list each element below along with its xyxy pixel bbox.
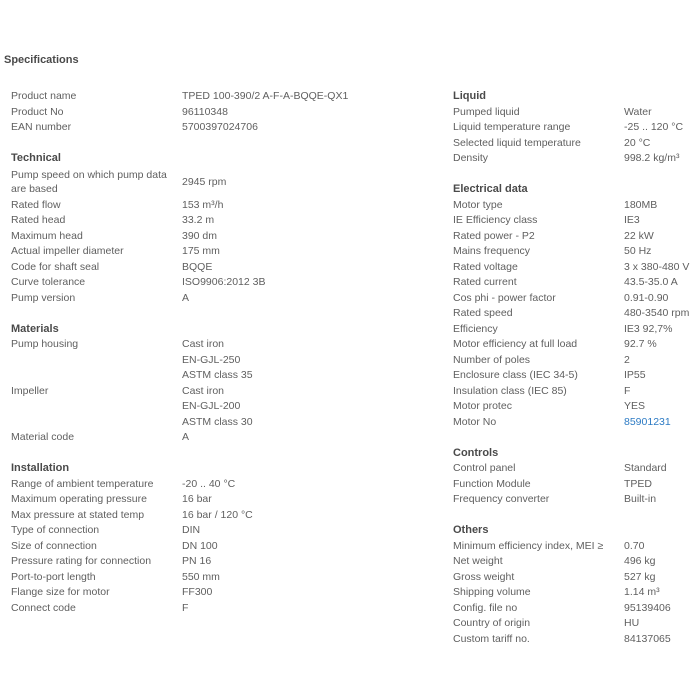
spec-label: Connect code <box>11 601 76 614</box>
spec-values <box>182 229 281 245</box>
spec-label: Selected liquid temperature <box>453 136 581 149</box>
spec-label: Curve tolerance <box>11 276 86 288</box>
spec-row-minimum-efficiency-index-mei <box>453 539 698 555</box>
spec-row-config-file-no <box>453 601 698 617</box>
spec-value: YES <box>624 400 646 412</box>
spec-label: Control panel <box>453 462 516 474</box>
spec-row-max-pressure-at-stated-temp <box>11 508 281 524</box>
spec-values <box>624 136 698 152</box>
spec-row-code-for-shaft-seal <box>11 260 281 276</box>
spec-label: Rated power - P2 <box>453 229 535 242</box>
spec-row-product-name <box>11 89 349 105</box>
spec-label: Motor efficiency at full load <box>453 338 578 350</box>
spec-row-rated-power-p2 <box>453 229 698 245</box>
spec-values <box>182 601 281 617</box>
spec-values <box>624 105 698 121</box>
spec-section-technical <box>11 151 281 306</box>
spec-values <box>624 539 698 555</box>
spec-values <box>624 322 698 338</box>
left-column <box>11 89 349 616</box>
spec-values <box>182 492 281 508</box>
spec-value: Water <box>624 105 652 118</box>
spec-label: Motor No <box>453 415 497 428</box>
spec-label: Net weight <box>453 555 503 567</box>
spec-values <box>624 399 698 415</box>
spec-label: Gross weight <box>453 570 515 583</box>
spec-label: Type of connection <box>11 524 100 536</box>
spec-value: 92.7 % <box>624 338 657 350</box>
spec-value: IE3 <box>624 214 640 226</box>
spec-row-country-of-origin <box>453 616 698 632</box>
spec-row-mains-frequency <box>453 244 698 260</box>
spec-value-link[interactable]: 85901231 <box>624 415 671 428</box>
spec-value: 998.2 kg/m³ <box>624 152 680 164</box>
spec-value: 16 bar / 120 °C <box>182 508 253 521</box>
page-title: Specifications <box>4 54 79 66</box>
spec-value: 20 °C <box>624 136 651 149</box>
spec-values <box>624 151 698 167</box>
spec-values <box>182 198 281 214</box>
spec-row-shipping-volume <box>453 585 698 601</box>
spec-value: 390 dm <box>182 229 218 242</box>
spec-row-motor-no <box>453 415 698 431</box>
spec-value: 3 x 380-480 V <box>624 260 690 273</box>
spec-values <box>182 120 281 136</box>
spec-value: FF300 <box>182 586 213 598</box>
spec-value: 33.2 m <box>182 214 215 226</box>
spec-value: 96110348 <box>182 105 228 118</box>
spec-values <box>182 585 281 601</box>
spec-label: Product No <box>11 105 64 118</box>
spec-row-frequency-converter <box>453 492 698 508</box>
spec-value: 2 <box>624 353 630 366</box>
spec-values <box>624 384 698 400</box>
spec-row-insulation-class-iec-85 <box>453 384 698 400</box>
spec-label: Cos phi - power factor <box>453 291 556 304</box>
spec-row-port-to-port-length <box>11 570 281 586</box>
section-gap <box>11 306 281 322</box>
spec-row-gross-weight <box>453 570 698 586</box>
spec-values <box>182 539 281 555</box>
spec-row-actual-impeller-diameter <box>11 244 281 260</box>
spec-row-pumped-liquid <box>453 105 698 121</box>
spec-label: Minimum efficiency index, MEI ≥ <box>453 539 604 552</box>
spec-value: DIN <box>182 524 201 536</box>
spec-value: BQQE <box>182 260 213 273</box>
spec-row-density <box>453 151 698 167</box>
spec-label: Frequency converter <box>453 493 550 505</box>
spec-row-pressure-rating-for-connection <box>11 554 281 570</box>
spec-label: Size of connection <box>11 539 97 552</box>
section-title: Electrical data <box>453 183 528 195</box>
spec-value: ISO9906:2012 3B <box>182 276 266 288</box>
spec-label: Liquid temperature range <box>453 121 571 133</box>
spec-values <box>624 601 698 617</box>
spec-row-control-panel <box>453 461 698 477</box>
spec-label: Country of origin <box>453 617 531 629</box>
spec-value: 95139406 <box>624 601 671 614</box>
spec-values <box>182 430 281 446</box>
spec-label: Pumped liquid <box>453 105 520 118</box>
spec-values <box>182 570 281 586</box>
spec-section-liquid <box>453 89 698 167</box>
spec-label: Pump speed on which pump data are based <box>11 168 167 195</box>
spec-value: 480-3540 rpm <box>624 307 690 319</box>
spec-values <box>182 291 281 307</box>
spec-values <box>624 415 698 431</box>
spec-row-pump-version <box>11 291 281 307</box>
spec-row-liquid-temperature-range <box>453 120 698 136</box>
spec-values <box>624 306 698 322</box>
spec-values <box>624 337 698 353</box>
spec-value: F <box>624 384 631 397</box>
spec-row-maximum-operating-pressure <box>11 492 281 508</box>
spec-values <box>182 384 281 431</box>
spec-row-cos-phi-power-factor <box>453 291 698 307</box>
section-title: Liquid <box>453 90 486 102</box>
spec-row-motor-efficiency-at-full-load <box>453 337 698 353</box>
spec-section-materials <box>11 322 281 446</box>
section-gap <box>11 136 281 152</box>
spec-values <box>624 585 698 601</box>
section-gap <box>453 430 698 446</box>
spec-row-material-code <box>11 430 281 446</box>
spec-row-rated-flow <box>11 198 281 214</box>
right-column <box>453 89 698 647</box>
spec-row-ean-number <box>11 120 281 136</box>
spec-label: Range of ambient temperature <box>11 477 154 490</box>
spec-value: PN 16 <box>182 555 212 567</box>
section-title: Installation <box>11 462 70 474</box>
spec-value: EN-GJL-250 <box>182 353 241 366</box>
spec-value: -20 .. 40 °C <box>182 477 236 490</box>
spec-value: IE3 92,7% <box>624 322 673 335</box>
spec-label: Enclosure class (IEC 34-5) <box>453 369 578 381</box>
spec-value: ASTM class 30 <box>182 415 253 428</box>
spec-label: Material code <box>11 431 75 443</box>
spec-label: Pump version <box>11 291 76 304</box>
spec-label: Shipping volume <box>453 586 531 598</box>
spec-label: Custom tariff no. <box>453 632 530 645</box>
spec-values <box>624 616 698 632</box>
section-title: Controls <box>453 446 499 459</box>
spec-values <box>624 229 698 245</box>
spec-row-custom-tariff-no <box>453 632 698 648</box>
spec-values <box>624 492 698 508</box>
spec-value: 0.91-0.90 <box>624 291 669 304</box>
spec-label: Maximum operating pressure <box>11 493 147 505</box>
spec-value: Standard <box>624 462 667 474</box>
spec-values <box>182 260 281 276</box>
spec-value: A <box>182 291 190 304</box>
spec-row-size-of-connection <box>11 539 281 555</box>
spec-value: 180MB <box>624 198 658 211</box>
spec-value: EN-GJL-200 <box>182 400 241 412</box>
spec-value: 16 bar <box>182 493 212 505</box>
spec-row-rated-head <box>11 213 281 229</box>
spec-row-maximum-head <box>11 229 281 245</box>
spec-section-controls <box>453 446 698 508</box>
spec-values <box>624 632 698 648</box>
spec-label: Rated flow <box>11 198 61 211</box>
spec-label: Efficiency <box>453 322 498 335</box>
spec-label: Flange size for motor <box>11 586 110 598</box>
spec-row-range-of-ambient-temperature <box>11 477 281 493</box>
spec-row-product-no <box>11 105 281 121</box>
spec-values <box>182 477 281 493</box>
spec-row-rated-speed <box>453 306 698 322</box>
spec-value: TPED 100-390/2 A-F-A-BQQE-QX1 <box>182 90 349 102</box>
spec-value: 84137065 <box>624 632 671 645</box>
spec-label: Maximum head <box>11 229 83 242</box>
spec-value: Cast iron <box>182 338 225 350</box>
spec-value: 0.70 <box>624 539 645 552</box>
spec-section-others <box>453 523 698 647</box>
spec-row-net-weight <box>453 554 698 570</box>
spec-label: Max pressure at stated temp <box>11 508 145 521</box>
spec-label: Rated head <box>11 214 66 226</box>
spec-label: Motor protec <box>453 400 512 412</box>
spec-label: Pump housing <box>11 338 79 350</box>
spec-label: Number of poles <box>453 353 531 366</box>
spec-values <box>182 105 281 121</box>
spec-values <box>624 570 698 586</box>
spec-label: Code for shaft seal <box>11 260 100 273</box>
spec-row-efficiency <box>453 322 698 338</box>
spec-value: A <box>182 431 190 443</box>
spec-section <box>11 89 349 136</box>
spec-label: Density <box>453 152 489 164</box>
spec-value: HU <box>624 617 640 629</box>
spec-values <box>182 167 281 198</box>
section-gap <box>11 446 281 462</box>
spec-row-rated-current <box>453 275 698 291</box>
spec-values <box>624 461 698 477</box>
spec-value: 527 kg <box>624 570 656 583</box>
spec-value: 496 kg <box>624 555 656 567</box>
spec-values <box>182 337 281 384</box>
spec-value: DN 100 <box>182 539 218 552</box>
section-gap <box>453 167 698 183</box>
spec-row-motor-type <box>453 198 698 214</box>
spec-row-flange-size-for-motor <box>11 585 281 601</box>
spec-row-rated-voltage <box>453 260 698 276</box>
spec-value: 1.14 m³ <box>624 586 660 598</box>
spec-label: Impeller <box>11 384 49 397</box>
spec-values <box>182 213 281 229</box>
spec-values <box>182 244 281 260</box>
spec-row-impeller <box>11 384 281 431</box>
section-title: Materials <box>11 322 59 335</box>
spec-value: F <box>182 601 189 614</box>
spec-value: TPED <box>624 477 653 490</box>
spec-label: Motor type <box>453 198 503 211</box>
spec-row-type-of-connection <box>11 523 281 539</box>
spec-values <box>624 120 698 136</box>
spec-label: Insulation class (IEC 85) <box>453 384 567 397</box>
spec-values <box>182 508 281 524</box>
spec-row-connect-code <box>11 601 281 617</box>
spec-section-electrical-data <box>453 182 698 430</box>
spec-label: Rated current <box>453 276 517 288</box>
spec-label: EAN number <box>11 121 72 133</box>
spec-values <box>624 368 698 384</box>
spec-label: Function Module <box>453 477 531 490</box>
spec-values <box>182 523 281 539</box>
spec-value: ASTM class 35 <box>182 369 253 381</box>
spec-row-number-of-poles <box>453 353 698 369</box>
spec-value: 50 Hz <box>624 245 652 257</box>
spec-values <box>624 260 698 276</box>
spec-values <box>624 353 698 369</box>
spec-values <box>624 477 698 493</box>
spec-values <box>624 554 698 570</box>
section-title: Technical <box>11 152 61 164</box>
section-title: Others <box>453 524 489 536</box>
spec-section-installation <box>11 461 281 616</box>
spec-row-motor-protec <box>453 399 698 415</box>
spec-value: IP55 <box>624 369 646 381</box>
spec-value: 43.5-35.0 A <box>624 276 678 288</box>
spec-label: Port-to-port length <box>11 570 96 583</box>
spec-row-enclosure-class-iec-34-5 <box>453 368 698 384</box>
spec-values <box>182 554 281 570</box>
spec-label: Actual impeller diameter <box>11 245 124 257</box>
spec-value: 2945 rpm <box>182 175 227 188</box>
spec-row-pump-speed-on-which-pump-data-are-based <box>11 167 281 198</box>
spec-row-function-module <box>453 477 698 493</box>
spec-values <box>624 198 698 214</box>
spec-value: 5700397024706 <box>182 121 258 133</box>
spec-value: 550 mm <box>182 570 220 583</box>
spec-row-curve-tolerance <box>11 275 281 291</box>
section-gap <box>453 508 698 524</box>
spec-value: 175 mm <box>182 245 220 257</box>
spec-row-selected-liquid-temperature <box>453 136 698 152</box>
spec-value: -25 .. 120 °C <box>624 121 684 133</box>
spec-row-ie-efficiency-class <box>453 213 698 229</box>
spec-values <box>624 213 698 229</box>
spec-values <box>624 244 698 260</box>
spec-label: IE Efficiency class <box>453 214 538 226</box>
spec-values <box>624 291 698 307</box>
spec-value: Built-in <box>624 493 657 505</box>
spec-label: Rated speed <box>453 307 513 319</box>
spec-value: Cast iron <box>182 384 225 397</box>
spec-label: Mains frequency <box>453 245 531 257</box>
spec-label: Pressure rating for connection <box>11 555 152 567</box>
spec-value: 153 m³/h <box>182 198 224 211</box>
spec-label: Rated voltage <box>453 260 518 273</box>
spec-value: 22 kW <box>624 229 654 242</box>
spec-label: Config. file no <box>453 601 518 614</box>
spec-values <box>624 275 698 291</box>
spec-row-pump-housing <box>11 337 281 384</box>
spec-values <box>182 89 348 105</box>
spec-values <box>182 275 281 291</box>
spec-label: Product name <box>11 90 77 102</box>
